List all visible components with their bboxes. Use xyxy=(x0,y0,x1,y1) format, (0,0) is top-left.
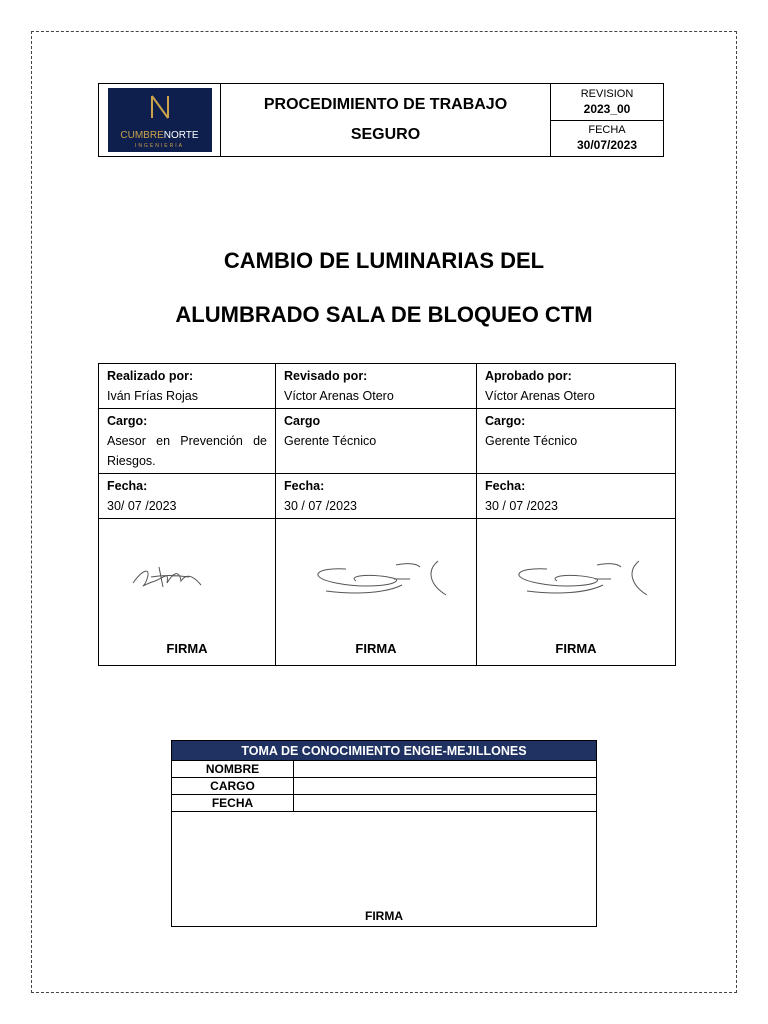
procedure-title xyxy=(221,84,551,156)
fecha-value: 30 / 07 /2023 xyxy=(485,499,558,513)
cargo-label: Cargo: xyxy=(107,414,148,428)
approval-cell-revisado xyxy=(276,364,477,409)
company-logo xyxy=(108,88,212,152)
ack-cargo-field[interactable] xyxy=(294,778,597,795)
cargo-value: Asesor en Prevención de Riesgos. xyxy=(107,434,267,468)
fecha-cell xyxy=(477,474,676,519)
signature-cell xyxy=(477,519,676,666)
ack-row-fecha xyxy=(172,795,597,812)
logo-wordmark: CUMBRENORTE xyxy=(120,130,199,141)
person-name: Víctor Arenas Otero xyxy=(284,389,394,403)
firma-label: FIRMA xyxy=(555,641,597,656)
date-value: 30/07/2023 xyxy=(576,138,638,153)
fecha-cell xyxy=(99,474,276,519)
ack-row-nombre xyxy=(172,761,597,778)
document-title-line1: CAMBIO DE LUMINARIAS DEL xyxy=(223,248,545,273)
ack-row-cargo xyxy=(172,778,597,795)
approval-row-names xyxy=(99,364,676,409)
date-label: FECHA xyxy=(588,124,626,137)
fecha-label: Fecha: xyxy=(107,479,148,493)
signature-cell xyxy=(276,519,477,666)
firma-label: FIRMA xyxy=(166,641,208,656)
procedure-title-line2: SEGURO xyxy=(350,126,421,143)
document-title-line2: ALUMBRADO SALA DE BLOQUEO CTM xyxy=(175,302,593,327)
cargo-value: Gerente Técnico xyxy=(485,434,578,448)
role-label: Revisado por: xyxy=(284,369,368,383)
cargo-label: Cargo xyxy=(284,414,321,428)
approval-row-firma xyxy=(99,519,676,666)
ack-firma-label: FIRMA xyxy=(365,909,403,923)
ack-label: NOMBRE xyxy=(172,761,294,778)
logo-cell xyxy=(99,84,221,156)
cargo-cell xyxy=(99,409,276,474)
fecha-label: Fecha: xyxy=(485,479,526,493)
person-name: Iván Frías Rojas xyxy=(107,389,199,403)
handwritten-signature xyxy=(129,559,209,595)
cargo-value: Gerente Técnico xyxy=(284,434,377,448)
ack-nombre-field[interactable] xyxy=(294,761,597,778)
cargo-cell xyxy=(276,409,477,474)
logo-tagline: INGENIERIA xyxy=(135,143,184,149)
role-label: Aprobado por: xyxy=(485,369,572,383)
cargo-label: Cargo: xyxy=(485,414,526,428)
procedure-title-line1: PROCEDIMIENTO DE TRABAJO xyxy=(263,96,508,113)
approval-cell-aprobado xyxy=(477,364,676,409)
acknowledgement-table xyxy=(171,740,597,927)
approval-row-cargo xyxy=(99,409,676,474)
logo-n-icon xyxy=(149,94,171,120)
revision-value: 2023_00 xyxy=(583,101,631,116)
fecha-cell xyxy=(276,474,477,519)
cargo-cell xyxy=(477,409,676,474)
fecha-value: 30 / 07 /2023 xyxy=(284,499,357,513)
firma-label: FIRMA xyxy=(355,641,397,656)
handwritten-signature xyxy=(507,555,657,603)
fecha-value: 30/ 07 /2023 xyxy=(107,499,177,513)
role-label: Realizado por: xyxy=(107,369,194,383)
ack-signature-area[interactable] xyxy=(172,812,597,927)
fecha-label: Fecha: xyxy=(284,479,325,493)
revision-label: REVISION xyxy=(580,87,634,100)
ack-label: CARGO xyxy=(172,778,294,795)
revision-cell xyxy=(551,84,663,156)
approval-table xyxy=(98,363,676,666)
document-header xyxy=(98,83,664,157)
person-name: Víctor Arenas Otero xyxy=(485,389,595,403)
handwritten-signature xyxy=(306,555,456,603)
approval-cell-realizado xyxy=(99,364,276,409)
ack-label: FECHA xyxy=(172,795,294,812)
ack-fecha-field[interactable] xyxy=(294,795,597,812)
approval-row-fecha xyxy=(99,474,676,519)
signature-cell xyxy=(99,519,276,666)
acknowledgement-title: TOMA DE CONOCIMIENTO ENGIE-MEJILLONES xyxy=(172,741,597,761)
